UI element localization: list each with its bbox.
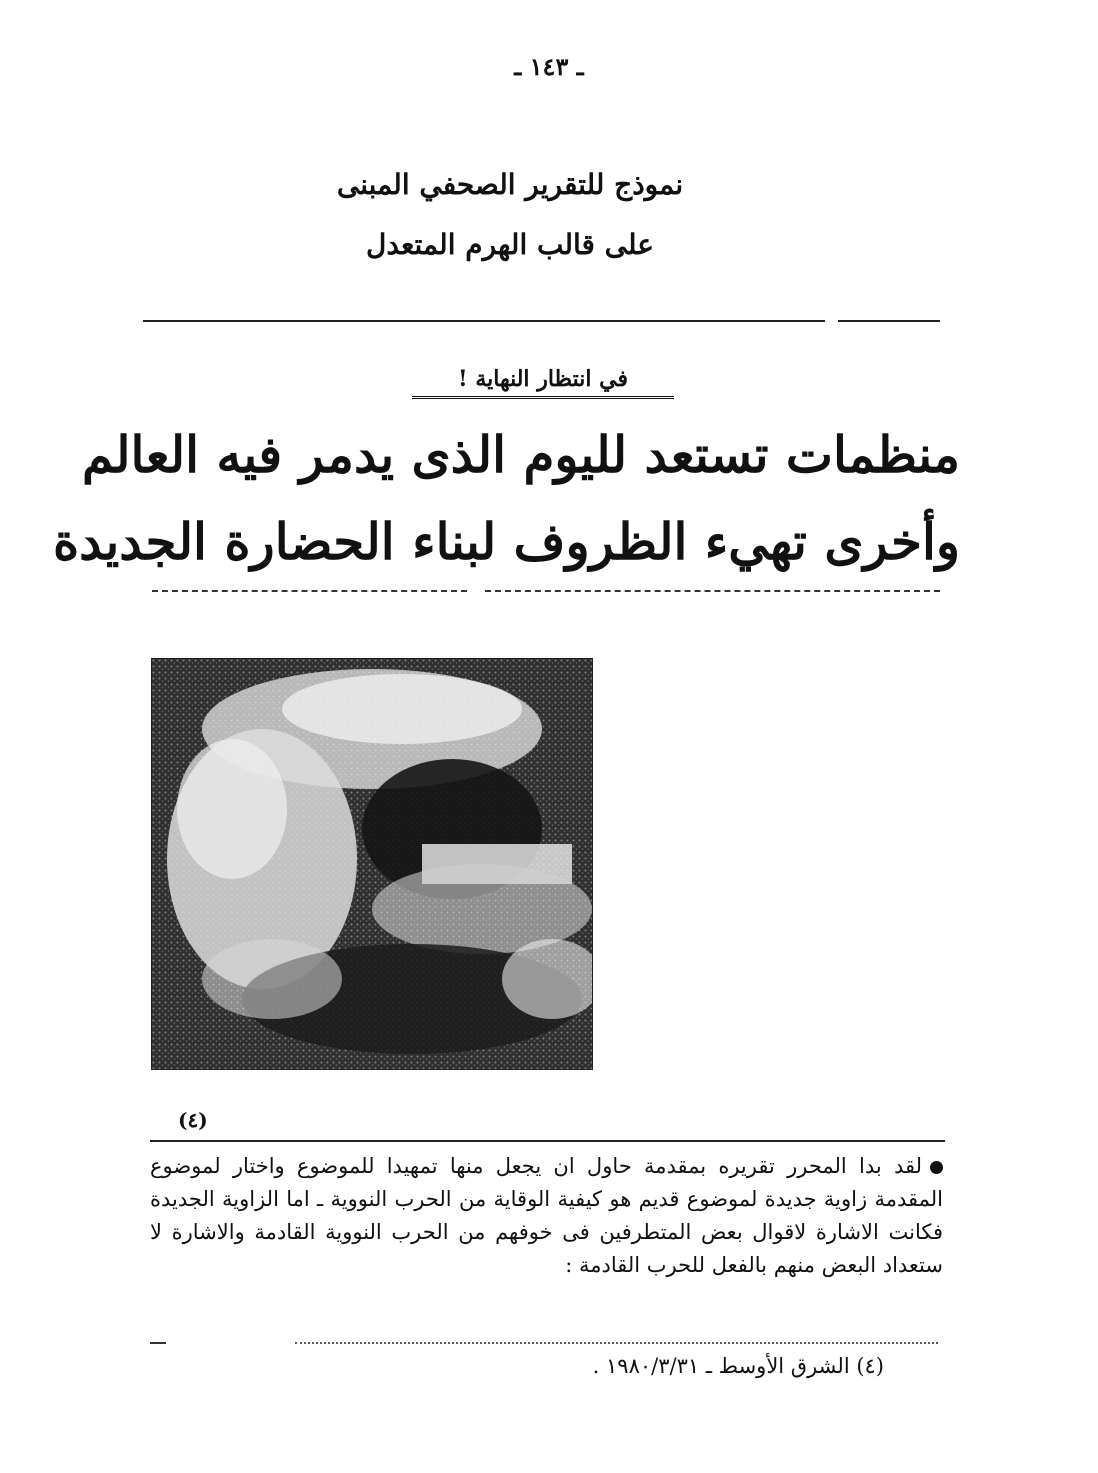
footnote: (٤) الشرق الأوسط ـ ١٩٨٠/٣/٣١ . [592,1354,884,1378]
page-number: ـ ١٤٣ ـ [514,52,584,81]
divider [143,320,825,322]
body-paragraph [150,1150,943,1282]
section-heading-line-1: نموذج للتقرير الصحفي المبنى [336,168,684,201]
footnote-divider [150,1342,166,1344]
article-headline-line-2: وأخرى تهيء الظروف لبناء الحضارة الجديدة [52,512,960,571]
figure-note-number: (٤) [178,1108,208,1132]
footnote-divider [295,1342,938,1344]
divider [838,320,940,322]
divider [150,1140,945,1142]
section-heading-line-2: على قالب الهرم المتعدل [366,228,654,261]
bullet-icon [930,1161,943,1174]
article-headline-line-1: منظمات تستعد لليوم الذى يدمر فيه العالم [81,425,960,484]
article-kicker: في انتظار النهاية ! [412,366,674,399]
article-photo [151,658,593,1070]
divider [485,590,940,592]
body-paragraph-text: لقد بدا المحرر تقريره بمقدمة حاول ان يجعل منها تمهيدا للموضوع واختار لموضوع المقدمة زاوية جديدة لموضوع قديم هو كيفية الوقاية من الحرب النووية ـ اما الزاوية الجديدة فكانت الاشارة لاقوال بعض المتطرفين فى خوفهم من الحرب النووية القادمة والاشارة لا ستعداد البعض منهم بالفعل للحرب القادمة : [150,1154,943,1277]
body-text [150,1150,943,1282]
divider [152,590,467,592]
